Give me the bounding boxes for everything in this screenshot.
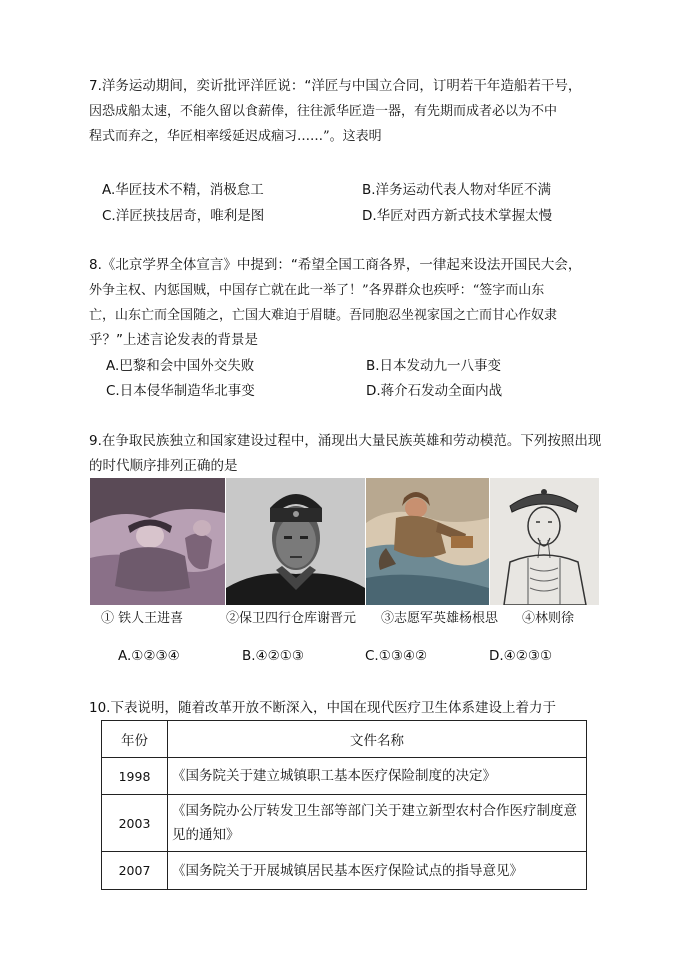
caption-4: ④林则徐	[522, 611, 575, 626]
caption-3: ③志愿军英雄杨根思	[381, 611, 499, 626]
header-year: 年份	[102, 721, 168, 758]
q7-option-d[interactable]: D.华匠对西方新式技术掌握太慢	[362, 208, 553, 224]
q7-line-2: 因恐成船太速，不能久留以食薪俸，往往派华匠造一器，有先期而成者必以为不中	[89, 104, 558, 119]
question-7-stem	[89, 74, 581, 149]
q8-option-c[interactable]: C.日本侵华制造华北事变	[106, 383, 255, 399]
q7-option-c[interactable]: C.洋匠挟技居奇，唯利是图	[102, 208, 265, 224]
row-year: 2003	[102, 795, 168, 852]
q9-line-2: 的时代顺序排列正确的是	[89, 458, 238, 474]
question-10-stem: 10.下表说明，随着改革开放不断深入，中国在现代医疗卫生体系建设上着力于	[89, 700, 556, 716]
q9-option-d[interactable]: D.④②③①	[489, 648, 553, 664]
q8-option-b[interactable]: B.日本发动九一八事变	[366, 358, 502, 374]
q8-option-a[interactable]: A.巴黎和会中国外交失败	[106, 358, 255, 374]
q9-option-a[interactable]: A.①②③④	[118, 648, 180, 664]
row-document-name: 《国务院关于开展城镇居民基本医疗保险试点的指导意见》	[168, 852, 587, 890]
photo-lin-zexu	[490, 478, 599, 605]
question-8-stem	[89, 253, 581, 353]
q9-option-c[interactable]: C.①③④②	[365, 648, 428, 664]
photo-yang-gensi	[366, 478, 489, 605]
q9-line-1: 9.在争取民族独立和国家建设过程中，涌现出大量民族英雄和劳动模范。下列按照出现	[89, 433, 602, 449]
q7-line-1: 7.洋务运动期间，奕䜣批评洋匠说：“洋匠与中国立合同，订明若干年造船若干号，	[89, 78, 582, 94]
photo-xie-jinyuan	[226, 478, 365, 605]
q8-line-1: 8.《北京学界全体宣言》中提到：“希望全国工商各界，一律起来设法开国民大会，	[89, 257, 582, 273]
caption-1: ① 铁人王进喜	[101, 611, 184, 626]
q8-line-4: 乎？”上述言论发表的背景是	[89, 332, 258, 348]
row-document-name: 《国务院关于建立城镇职工基本医疗保险制度的决定》	[168, 758, 587, 795]
table-header-row	[102, 721, 587, 758]
header-document-name: 文件名称	[168, 721, 587, 758]
q8-option-d[interactable]: D.蒋介石发动全面内战	[366, 383, 503, 399]
q7-line-3: 程式而弃之，华匠相率绥延迟成痼习……”。这表明	[89, 129, 382, 144]
table-row	[102, 852, 587, 890]
q7-option-a[interactable]: A.华匠技术不精，消极怠工	[102, 182, 264, 198]
q7-option-b[interactable]: B.洋务运动代表人物对华匠不满	[362, 182, 552, 198]
q8-line-3: 亡，山东亡而全国随之，亡国大难迫于眉睫。吾同胞忍坐视家国之亡而甘心作奴隶	[89, 308, 558, 323]
table-row	[102, 758, 587, 795]
photo-wang-jinxi	[90, 478, 225, 605]
row-year: 2007	[102, 852, 168, 890]
q9-option-b[interactable]: B.④②①③	[242, 648, 304, 664]
row-document-name: 《国务院办公厅转发卫生部等部门关于建立新型农村合作医疗制度意见的通知》	[168, 795, 587, 852]
question-9-stem	[89, 429, 601, 479]
medical-documents-table	[101, 720, 587, 890]
row-year: 1998	[102, 758, 168, 795]
caption-2: ②保卫四行仓库谢晋元	[226, 611, 357, 626]
table-row	[102, 795, 587, 852]
q8-line-2: 外争主权、内惩国贼，中国存亡就在此一举了！”各界群众也疾呼：“签字而山东	[89, 283, 545, 298]
